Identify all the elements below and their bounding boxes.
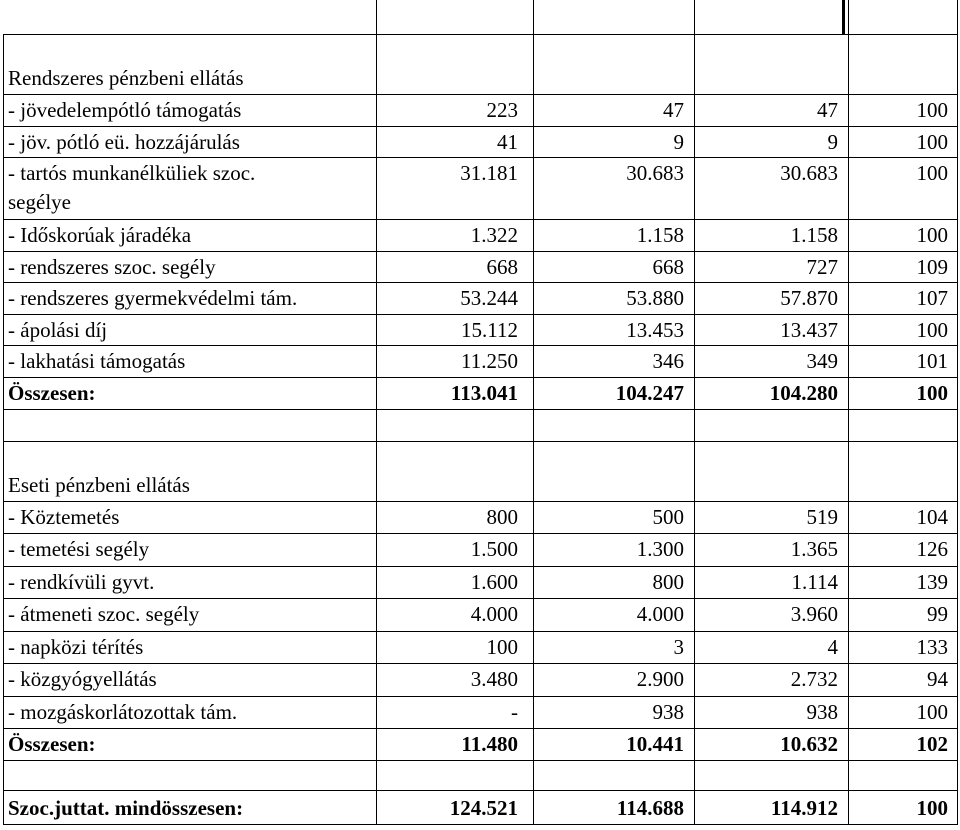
row-label: - Időskorúak járadéka <box>8 223 192 247</box>
value-cell: 938 <box>652 699 684 724</box>
value-cell: 938 <box>806 699 838 724</box>
value-cell: 4 <box>827 634 838 659</box>
value-cell: 100 <box>486 634 518 659</box>
value-cell: 727 <box>806 254 838 279</box>
value-cell: 4.000 <box>470 602 518 626</box>
value-cell: 1.500 <box>470 537 518 561</box>
row-label: - átmeneti szoc. segély <box>8 602 200 626</box>
value-cell: 124.521 <box>449 796 518 820</box>
grid-line-horizontal <box>3 282 958 283</box>
value-cell: 102 <box>916 732 948 756</box>
grid-line-horizontal <box>3 598 958 599</box>
grand-total-label: Szoc.juttat. mindösszesen: <box>8 796 244 820</box>
grid-line-vertical <box>957 0 958 824</box>
value-cell: 10.632 <box>780 732 838 756</box>
value-cell: 11.250 <box>461 349 518 373</box>
value-cell: 100 <box>916 796 948 820</box>
value-cell: 1.322 <box>470 223 518 247</box>
grid-line-horizontal <box>3 251 958 252</box>
value-cell: 3.480 <box>470 667 518 691</box>
value-cell: 139 <box>916 569 948 594</box>
value-cell: 57.870 <box>780 286 838 310</box>
value-cell: 519 <box>806 504 838 529</box>
value-cell: 11.480 <box>461 732 518 756</box>
value-cell: 13.437 <box>780 317 838 342</box>
row-label-continued: segélye <box>8 190 71 214</box>
total-label: Összesen: <box>8 732 96 756</box>
value-cell: 100 <box>916 380 948 405</box>
grid-line-vertical <box>533 0 534 824</box>
value-cell: 109 <box>916 254 948 279</box>
grid-line-horizontal <box>3 824 958 825</box>
value-cell: 104.280 <box>769 380 838 405</box>
grid-line-horizontal <box>3 377 958 378</box>
value-cell: 107 <box>916 286 948 310</box>
grid-line-horizontal <box>3 566 958 567</box>
row-label: - közgyógyellátás <box>8 667 157 691</box>
value-cell: 126 <box>916 537 948 561</box>
grid-line-horizontal <box>3 126 958 127</box>
value-cell: 100 <box>916 98 948 122</box>
row-label: - mozgáskorlátozottak tám. <box>8 699 238 724</box>
grid-line-horizontal <box>3 533 958 534</box>
value-cell: 53.244 <box>460 286 518 310</box>
grid-line-horizontal <box>3 441 958 442</box>
grid-line-vertical <box>848 0 849 824</box>
value-cell: 10.441 <box>626 732 684 756</box>
row-label: - jövedelempótló támogatás <box>8 98 242 122</box>
value-cell: 668 <box>486 254 518 279</box>
grid-line-vertical <box>3 34 4 824</box>
value-cell: 104.247 <box>615 380 684 405</box>
value-cell: 1.158 <box>636 223 684 247</box>
section-heading: Rendszeres pénzbeni ellátás <box>8 66 244 90</box>
value-cell: 4.000 <box>636 602 684 626</box>
value-cell: 101 <box>916 349 948 373</box>
grid-line-horizontal <box>3 219 958 220</box>
grid-line-horizontal <box>3 345 958 346</box>
value-cell: 9 <box>827 129 838 154</box>
value-cell: 1.114 <box>791 569 838 594</box>
value-cell: 41 <box>497 129 518 154</box>
value-cell: 100 <box>916 129 948 154</box>
value-cell: 1.600 <box>470 569 518 594</box>
value-cell: 113.041 <box>450 380 518 405</box>
grid-line-horizontal <box>3 760 958 761</box>
value-cell: 1.365 <box>790 537 838 561</box>
value-cell: 15.112 <box>461 317 518 342</box>
value-cell: 13.453 <box>626 317 684 342</box>
value-cell: 100 <box>916 161 948 185</box>
value-cell: 223 <box>486 98 518 122</box>
value-cell: 800 <box>652 569 684 594</box>
row-label: - jöv. pótló eü. hozzájárulás <box>8 129 240 154</box>
value-cell: 99 <box>927 602 948 626</box>
row-label: - rendszeres gyermekvédelmi tám. <box>8 286 298 310</box>
row-label: - ápolási díj <box>8 317 108 342</box>
grid-line-vertical <box>376 0 377 824</box>
value-cell: 31.181 <box>460 161 518 185</box>
row-label: - lakhatási támogatás <box>8 349 186 373</box>
value-cell: 100 <box>916 699 948 724</box>
row-label: - rendszeres szoc. segély <box>8 254 216 279</box>
grid-line-horizontal <box>3 34 958 35</box>
grid-line-horizontal <box>3 696 958 697</box>
row-label: - napközi térítés <box>8 634 144 659</box>
grid-line-horizontal <box>3 409 958 410</box>
value-cell: 47 <box>817 98 838 122</box>
grid-line-horizontal <box>3 501 958 502</box>
value-cell: 114.688 <box>616 796 684 820</box>
value-cell: 800 <box>486 504 518 529</box>
value-cell: 30.683 <box>780 161 838 185</box>
value-cell: 349 <box>806 349 838 373</box>
value-cell: 1.158 <box>790 223 838 247</box>
value-cell: 3 <box>673 634 684 659</box>
value-cell: 133 <box>916 634 948 659</box>
value-cell: 53.880 <box>626 286 684 310</box>
value-cell: 668 <box>652 254 684 279</box>
value-cell: 94 <box>927 667 948 691</box>
value-cell: 104 <box>916 504 948 529</box>
value-cell: 9 <box>673 129 684 154</box>
value-cell: 47 <box>663 98 684 122</box>
grid-line-horizontal <box>3 314 958 315</box>
row-label: - temetési segély <box>8 537 150 561</box>
value-cell: - <box>511 699 518 724</box>
row-label: - tartós munkanélküliek szoc. <box>8 161 256 185</box>
value-cell: 3.960 <box>790 602 838 626</box>
value-cell: 1.300 <box>636 537 684 561</box>
grid-line-horizontal <box>3 94 958 95</box>
value-cell: 100 <box>916 317 948 342</box>
grid-line-vertical <box>694 0 695 824</box>
value-cell: 100 <box>916 223 948 247</box>
grid-line-horizontal <box>3 157 958 158</box>
row-label: - Köztemetés <box>8 504 120 529</box>
grid-line-horizontal <box>3 631 958 632</box>
value-cell: 500 <box>652 504 684 529</box>
value-cell: 346 <box>652 349 684 373</box>
value-cell: 2.732 <box>790 667 838 691</box>
value-cell: 114.912 <box>770 796 838 820</box>
row-label: - rendkívüli gyvt. <box>8 569 155 594</box>
total-label: Összesen: <box>8 380 96 405</box>
grid-line-horizontal <box>3 790 958 791</box>
grid-line-horizontal <box>3 728 958 729</box>
value-cell: 30.683 <box>626 161 684 185</box>
grid-line-vertical <box>842 0 845 34</box>
grid-line-horizontal <box>3 663 958 664</box>
value-cell: 2.900 <box>636 667 684 691</box>
section-heading: Eseti pénzbeni ellátás <box>8 472 190 497</box>
